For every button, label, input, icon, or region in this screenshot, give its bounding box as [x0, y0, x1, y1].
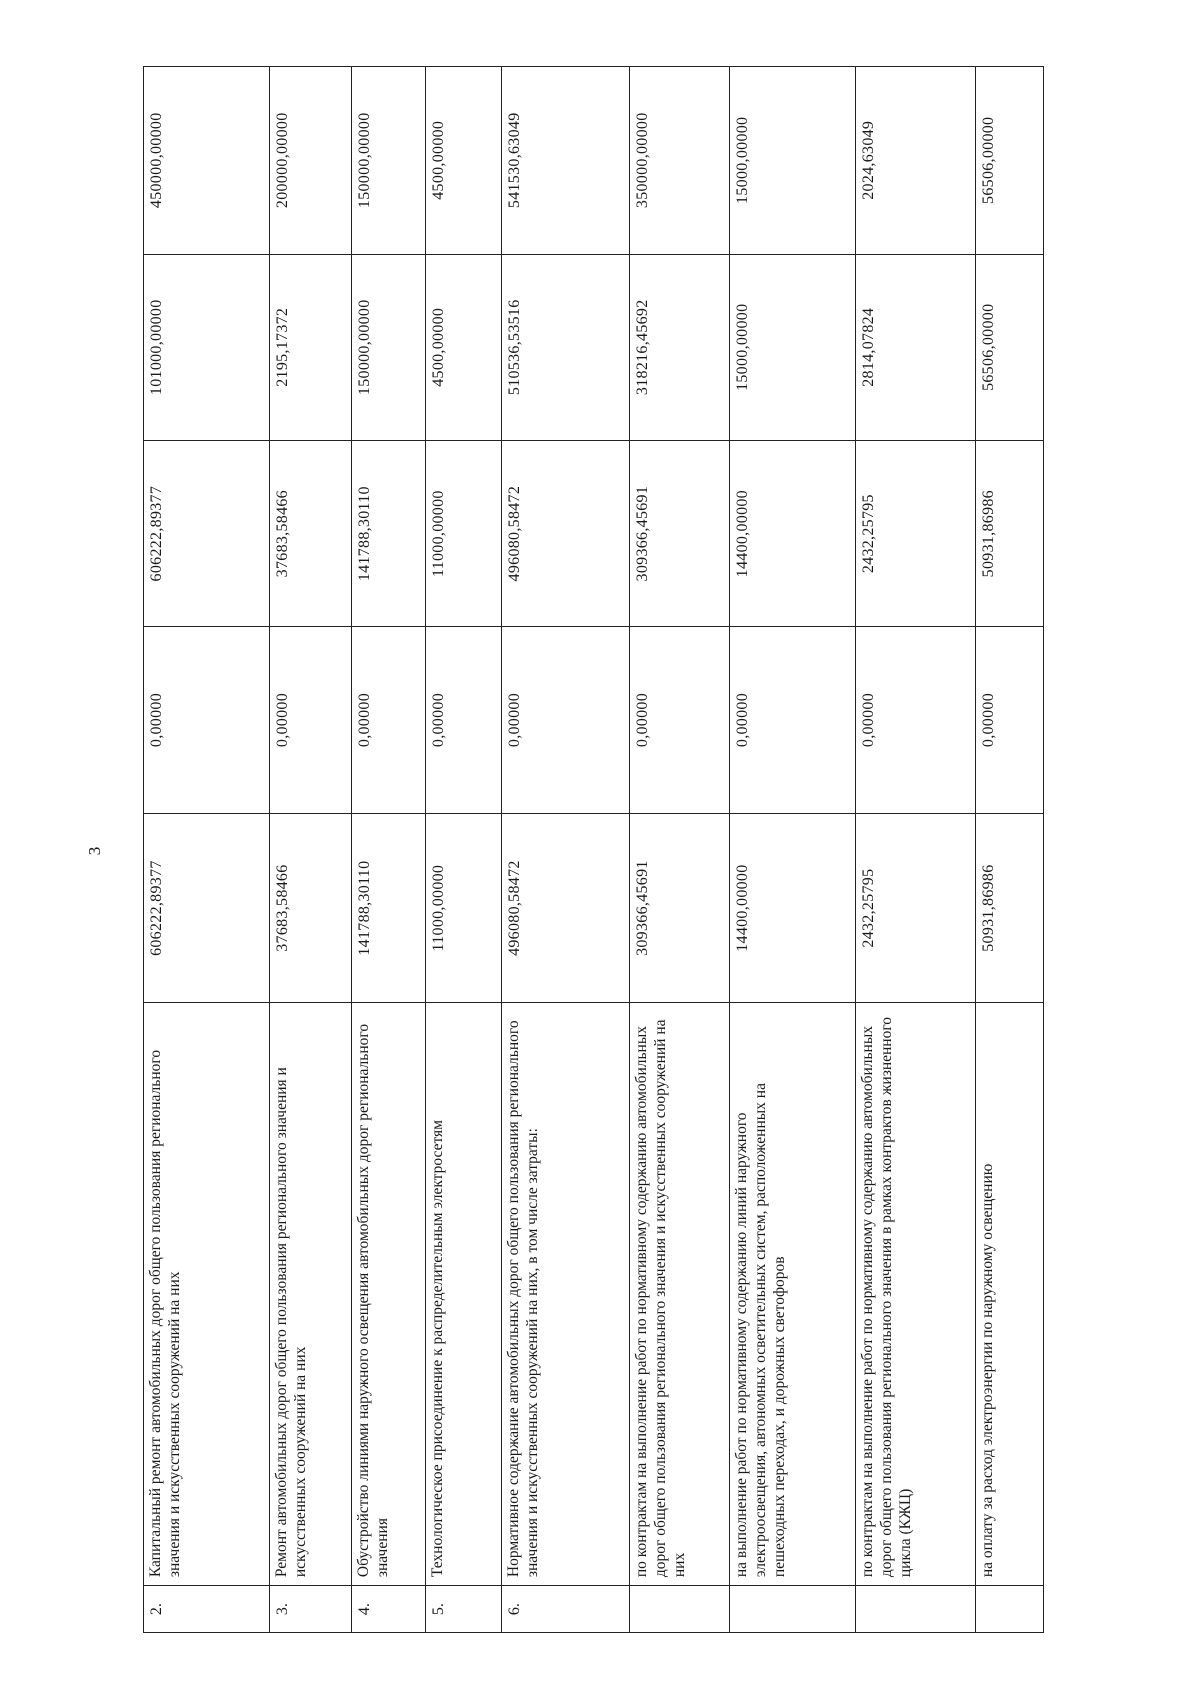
- value-cell: 50931,86986: [976, 813, 1044, 1003]
- description-cell: Технологическое присоединение к распределительным электросетям: [426, 1003, 502, 1586]
- value-cell: 4500,00000: [426, 67, 502, 255]
- row-number-cell: 3.: [270, 1586, 352, 1633]
- value-cell: 37683,58466: [270, 813, 352, 1003]
- value-cell: 541530,63049: [502, 67, 630, 255]
- value-cell: 0,00000: [630, 627, 730, 813]
- row-number-cell: 6.: [502, 1586, 630, 1633]
- description-cell: на выполнение работ по нормативному содержанию линий наружного электроосвещения, автономных осветительных систем, расположенных на пешеходных переходах, и дорожных светофоров: [730, 1003, 856, 1586]
- value-cell: 2814,07824: [856, 254, 976, 440]
- row-number-cell: [856, 1586, 976, 1633]
- budget-table: [143, 66, 1044, 1633]
- budget-table-container: [143, 66, 1000, 1633]
- value-cell: 2432,25795: [856, 440, 976, 626]
- table-row: [426, 67, 502, 1633]
- table-row: [856, 67, 976, 1633]
- value-cell: 0,00000: [352, 627, 426, 813]
- row-number-cell: 4.: [352, 1586, 426, 1633]
- value-cell: 0,00000: [730, 627, 856, 813]
- description-cell: Капитальный ремонт автомобильных дорог общего пользования регионального значения и искусственных сооружений на них: [144, 1003, 270, 1586]
- value-cell: 496080,58472: [502, 440, 630, 626]
- description-cell: Обустройство линиями наружного освещения автомобильных дорог регионального значения: [352, 1003, 426, 1586]
- value-cell: 14400,00000: [730, 440, 856, 626]
- row-number-cell: [730, 1586, 856, 1633]
- table-row: [630, 67, 730, 1633]
- page-number: 3: [85, 846, 104, 856]
- description-cell: Нормативное содержание автомобильных дорог общего пользования регионального значения и искусственных сооружений на них, в том числе затраты:: [502, 1003, 630, 1586]
- description-cell: по контрактам на выполнение работ по нормативному содержанию автомобильных дорог общего пользования регионального значения и искусственных сооружений на них: [630, 1003, 730, 1586]
- value-cell: 141788,30110: [352, 440, 426, 626]
- row-number-cell: 2.: [144, 1586, 270, 1633]
- value-cell: 350000,00000: [630, 67, 730, 255]
- value-cell: 606222,89377: [144, 813, 270, 1003]
- value-cell: 150000,00000: [352, 67, 426, 255]
- value-cell: 2195,17372: [270, 254, 352, 440]
- value-cell: 11000,00000: [426, 440, 502, 626]
- value-cell: 0,00000: [856, 627, 976, 813]
- row-number-cell: [630, 1586, 730, 1633]
- row-number-cell: [976, 1586, 1044, 1633]
- value-cell: 14400,00000: [730, 813, 856, 1003]
- value-cell: 0,00000: [502, 627, 630, 813]
- value-cell: 318216,45692: [630, 254, 730, 440]
- description-cell: по контрактам на выполнение работ по нормативному содержанию автомобильных дорог общего пользования регионального значения в рамках контрактов жизненного цикла (КЖЦ): [856, 1003, 976, 1586]
- table-row: [976, 67, 1044, 1633]
- value-cell: 510536,53516: [502, 254, 630, 440]
- value-cell: 309366,45691: [630, 813, 730, 1003]
- value-cell: 15000,00000: [730, 254, 856, 440]
- value-cell: 56506,00000: [976, 254, 1044, 440]
- value-cell: 309366,45691: [630, 440, 730, 626]
- value-cell: 200000,00000: [270, 67, 352, 255]
- description-cell: Ремонт автомобильных дорог общего пользования регионального значения и искусственных сооружений на них: [270, 1003, 352, 1586]
- description-cell: на оплату за расход электроэнергии по наружному освещению: [976, 1003, 1044, 1586]
- value-cell: 450000,00000: [144, 67, 270, 255]
- value-cell: 0,00000: [426, 627, 502, 813]
- table-row: [502, 67, 630, 1633]
- value-cell: 150000,00000: [352, 254, 426, 440]
- value-cell: 496080,58472: [502, 813, 630, 1003]
- table-row: [270, 67, 352, 1633]
- value-cell: 15000,00000: [730, 67, 856, 255]
- table-row: [144, 67, 270, 1633]
- value-cell: 11000,00000: [426, 813, 502, 1003]
- value-cell: 56506,00000: [976, 67, 1044, 255]
- value-cell: 50931,86986: [976, 440, 1044, 626]
- value-cell: 37683,58466: [270, 440, 352, 626]
- value-cell: 4500,00000: [426, 254, 502, 440]
- value-cell: 2432,25795: [856, 813, 976, 1003]
- value-cell: 2024,63049: [856, 67, 976, 255]
- value-cell: 606222,89377: [144, 440, 270, 626]
- table-row: [352, 67, 426, 1633]
- row-number-cell: 5.: [426, 1586, 502, 1633]
- value-cell: 0,00000: [144, 627, 270, 813]
- table-row: [730, 67, 856, 1633]
- value-cell: 141788,30110: [352, 813, 426, 1003]
- value-cell: 101000,00000: [144, 254, 270, 440]
- value-cell: 0,00000: [976, 627, 1044, 813]
- value-cell: 0,00000: [270, 627, 352, 813]
